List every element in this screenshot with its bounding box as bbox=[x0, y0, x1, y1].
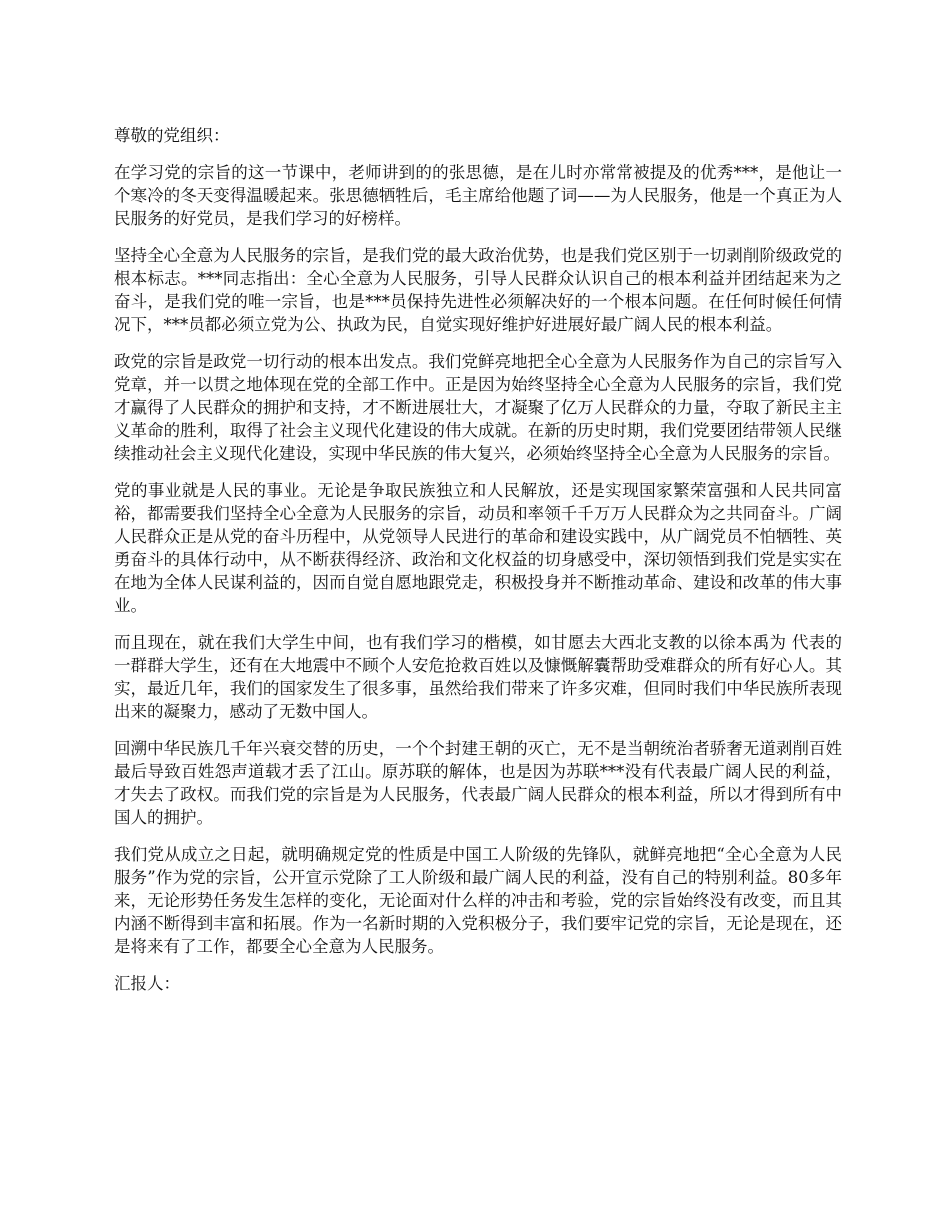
paragraph-5: 而且现在，就在我们大学生中间，也有我们学习的楷模，如甘愿去大西北支教的以徐本禹为 代表的一群群大学生，还有在大地震中不顾个人安危抢救百姓以及慷慨解囊帮助受难群众的所有好心人。其实，最近几年，我们的国家发生了很多事，虽然给我们带来了许多灾难，但同时我们中华民族所表现出来的凝聚力，感动了无数中国人。 bbox=[114, 633, 842, 721]
paragraph-1: 在学习党的宗旨的这一节课中，老师讲到的的张思德，是在儿时亦常常被提及的优秀***，是他让一个寒冷的冬天变得温暖起来。张思德牺牲后，毛主席给他题了词——为人民服务，他是一个真正为人民服务的好党员，是我们学习的好榜样。 bbox=[114, 163, 842, 228]
paragraph-2: 坚持全心全意为人民服务的宗旨，是我们党的最大政治优势，也是我们党区别于一切剥削阶级政党的根本标志。***同志指出：全心全意为人民服务，引导人民群众认识自己的根本利益并团结起来为之奋斗，是我们党的唯一宗旨，也是***员保持先进性必须解决好的一个根本问题。在任何时候任何情况下，***员都必须立党为公、执政为民，自觉实现好维护好进展好最广阔人民的根本利益。 bbox=[114, 246, 842, 334]
paragraph-4: 党的事业就是人民的事业。无论是争取民族独立和人民解放，还是实现国家繁荣富强和人民共同富裕，都需要我们坚持全心全意为人民服务的宗旨，动员和率领千千万万人民群众为之共同奋斗。广阔人民群众正是从党的奋斗历程中，从党领导人民进行的革命和建设实践中，从广阔党员不怕牺牲、英勇奋斗的具体行动中，从不断获得经济、政治和文化权益的切身感受中，深切领悟到我们党是实实在在地为全体人民谋利益的，因而自觉自愿地跟党走，积极投身并不断推动革命、建设和改革的伟大事业。 bbox=[114, 481, 842, 615]
salutation: 尊敬的党组织： bbox=[114, 126, 230, 145]
paragraph-6: 回溯中华民族几千年兴衰交替的历史，一个个封建王朝的灭亡，无不是当朝统治者骄奢无道剥削百姓最后导致百姓怨声道载才丢了江山。原苏联的解体，也是因为苏联***没有代表最广阔人民的利益，才失去了政权。而我们党的宗旨是为人民服务，代表最广阔人民群众的根本利益，所以才得到所有中国人的拥护。 bbox=[114, 739, 842, 827]
paragraph-7: 我们党从成立之日起，就明确规定党的性质是中国工人阶级的先锋队，就鲜亮地把“全心全意为人民服务”作为党的宗旨，公开宣示党除了工人阶级和最广阔人民的利益，没有自己的特别利益。80多年来，无论形势任务发生怎样的变化，无论面对什么样的冲击和考验，党的宗旨始终没有改变，而且其内涵不断得到丰富和拓展。作为一名新时期的入党积极分子，我们要牢记党的宗旨，无论是现在，还是将来有了工作，都要全心全意为人民服务。 bbox=[114, 845, 842, 956]
paragraph-3: 政党的宗旨是政党一切行动的根本出发点。我们党鲜亮地把全心全意为人民服务作为自己的宗旨写入党章，并一以贯之地体现在党的全部工作中。正是因为始终坚持全心全意为人民服务的宗旨，我们党才赢得了人民群众的拥护和支持，才不断进展壮大，才凝聚了亿万人民群众的力量，夺取了新民主主义革命的胜利，取得了社会主义现代化建设的伟大成就。在新的历史时期，我们党要团结带领人民继续推动社会主义现代化建设，实现中华民族的伟大复兴，必须始终坚持全心全意为人民服务的宗旨。 bbox=[114, 352, 842, 463]
document-body bbox=[114, 124, 842, 1009]
signature-label: 汇报人： bbox=[114, 974, 180, 993]
